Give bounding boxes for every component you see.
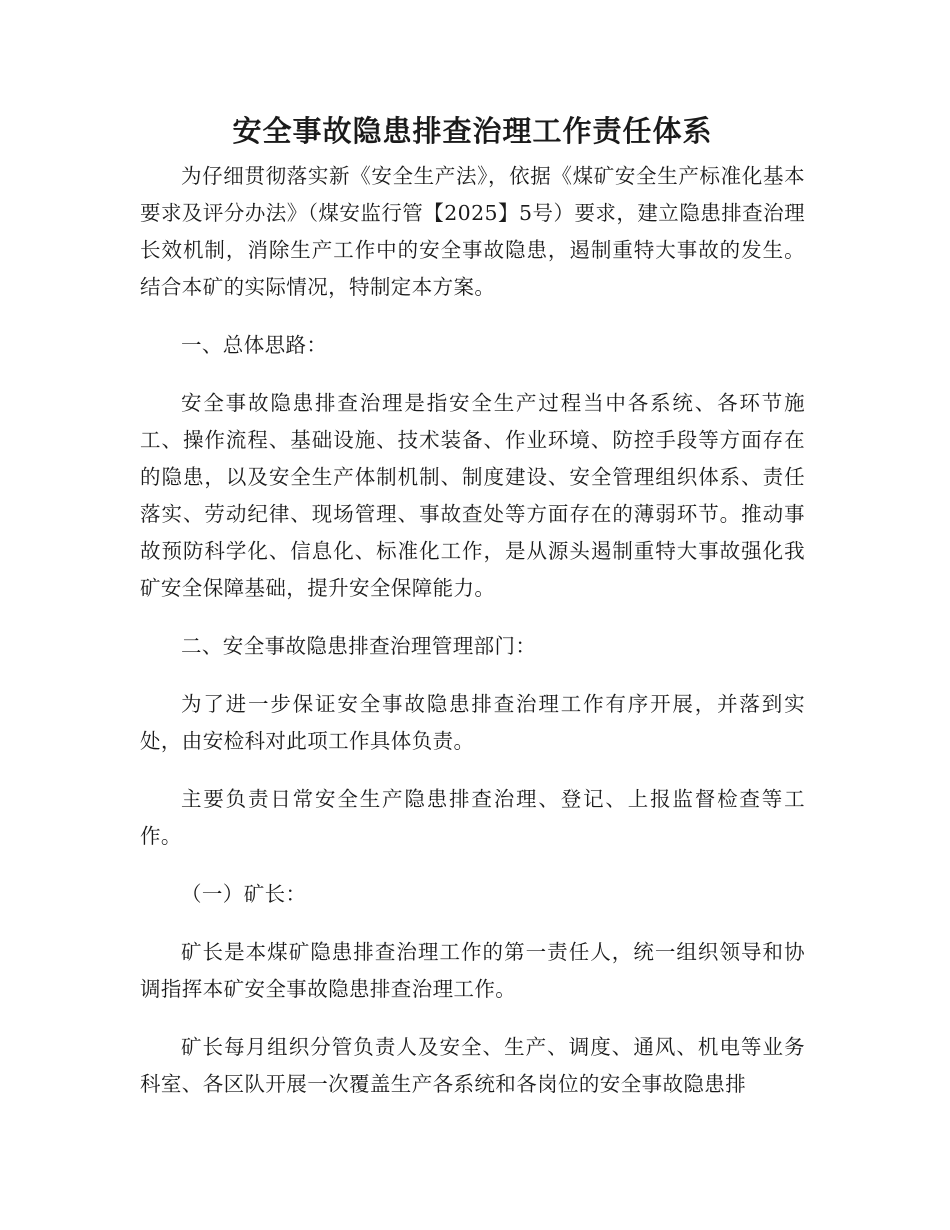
mine-director-paragraph: 矿长是本煤矿隐患排查治理工作的第一责任人，统一组织领导和协调指挥本矿安全事故隐患排查治理工作。 — [140, 940, 805, 1001]
document-page — [140, 108, 805, 1124]
responsibility-paragraph: 主要负责日常安全生产隐患排查治理、登记、上报监督检查等工作。 — [140, 787, 805, 848]
section-heading-department: 二、安全事故隐患排查治理管理部门： — [181, 634, 537, 658]
department-paragraph: 为了进一步保证安全事故隐患排查治理工作有序开展，并落到实处，由安检科对此项工作具体负责。 — [140, 692, 805, 753]
section-heading-overall: 一、总体思路： — [181, 333, 328, 357]
document-title: 安全事故隐患排查治理工作责任体系 — [232, 114, 713, 148]
mine-director-monthly-paragraph: 矿长每月组织分管负责人及安全、生产、调度、通风、机电等业务科室、各区队开展一次覆盖生产各系统和各岗位的安全事故隐患排 — [140, 1035, 805, 1096]
overall-paragraph: 安全事故隐患排查治理是指安全生产过程当中各系统、各环节施工、操作流程、基础设施、技术装备、作业环境、防控手段等方面存在的隐患，以及安全生产体制机制、制度建设、安全管理组织体系、责任落实、劳动纪律、现场管理、事故查处等方面存在的薄弱环节。推动事故预防科学化、信息化、标准化工作，是从源头遏制重特大事故强化我矿安全保障基础，提升安全保障能力。 — [140, 391, 805, 600]
subsection-heading-mine-director: （一）矿长： — [181, 882, 307, 906]
intro-paragraph: 为仔细贯彻落实新《安全生产法》，依据《煤矿安全生产标准化基本要求及评分办法》（煤安监行管【2025】5号）要求，建立隐患排查治理长效机制，消除生产工作中的安全事故隐患，遏制重特大事故的发生。结合本矿的实际情况，特制定本方案。 — [140, 164, 805, 299]
